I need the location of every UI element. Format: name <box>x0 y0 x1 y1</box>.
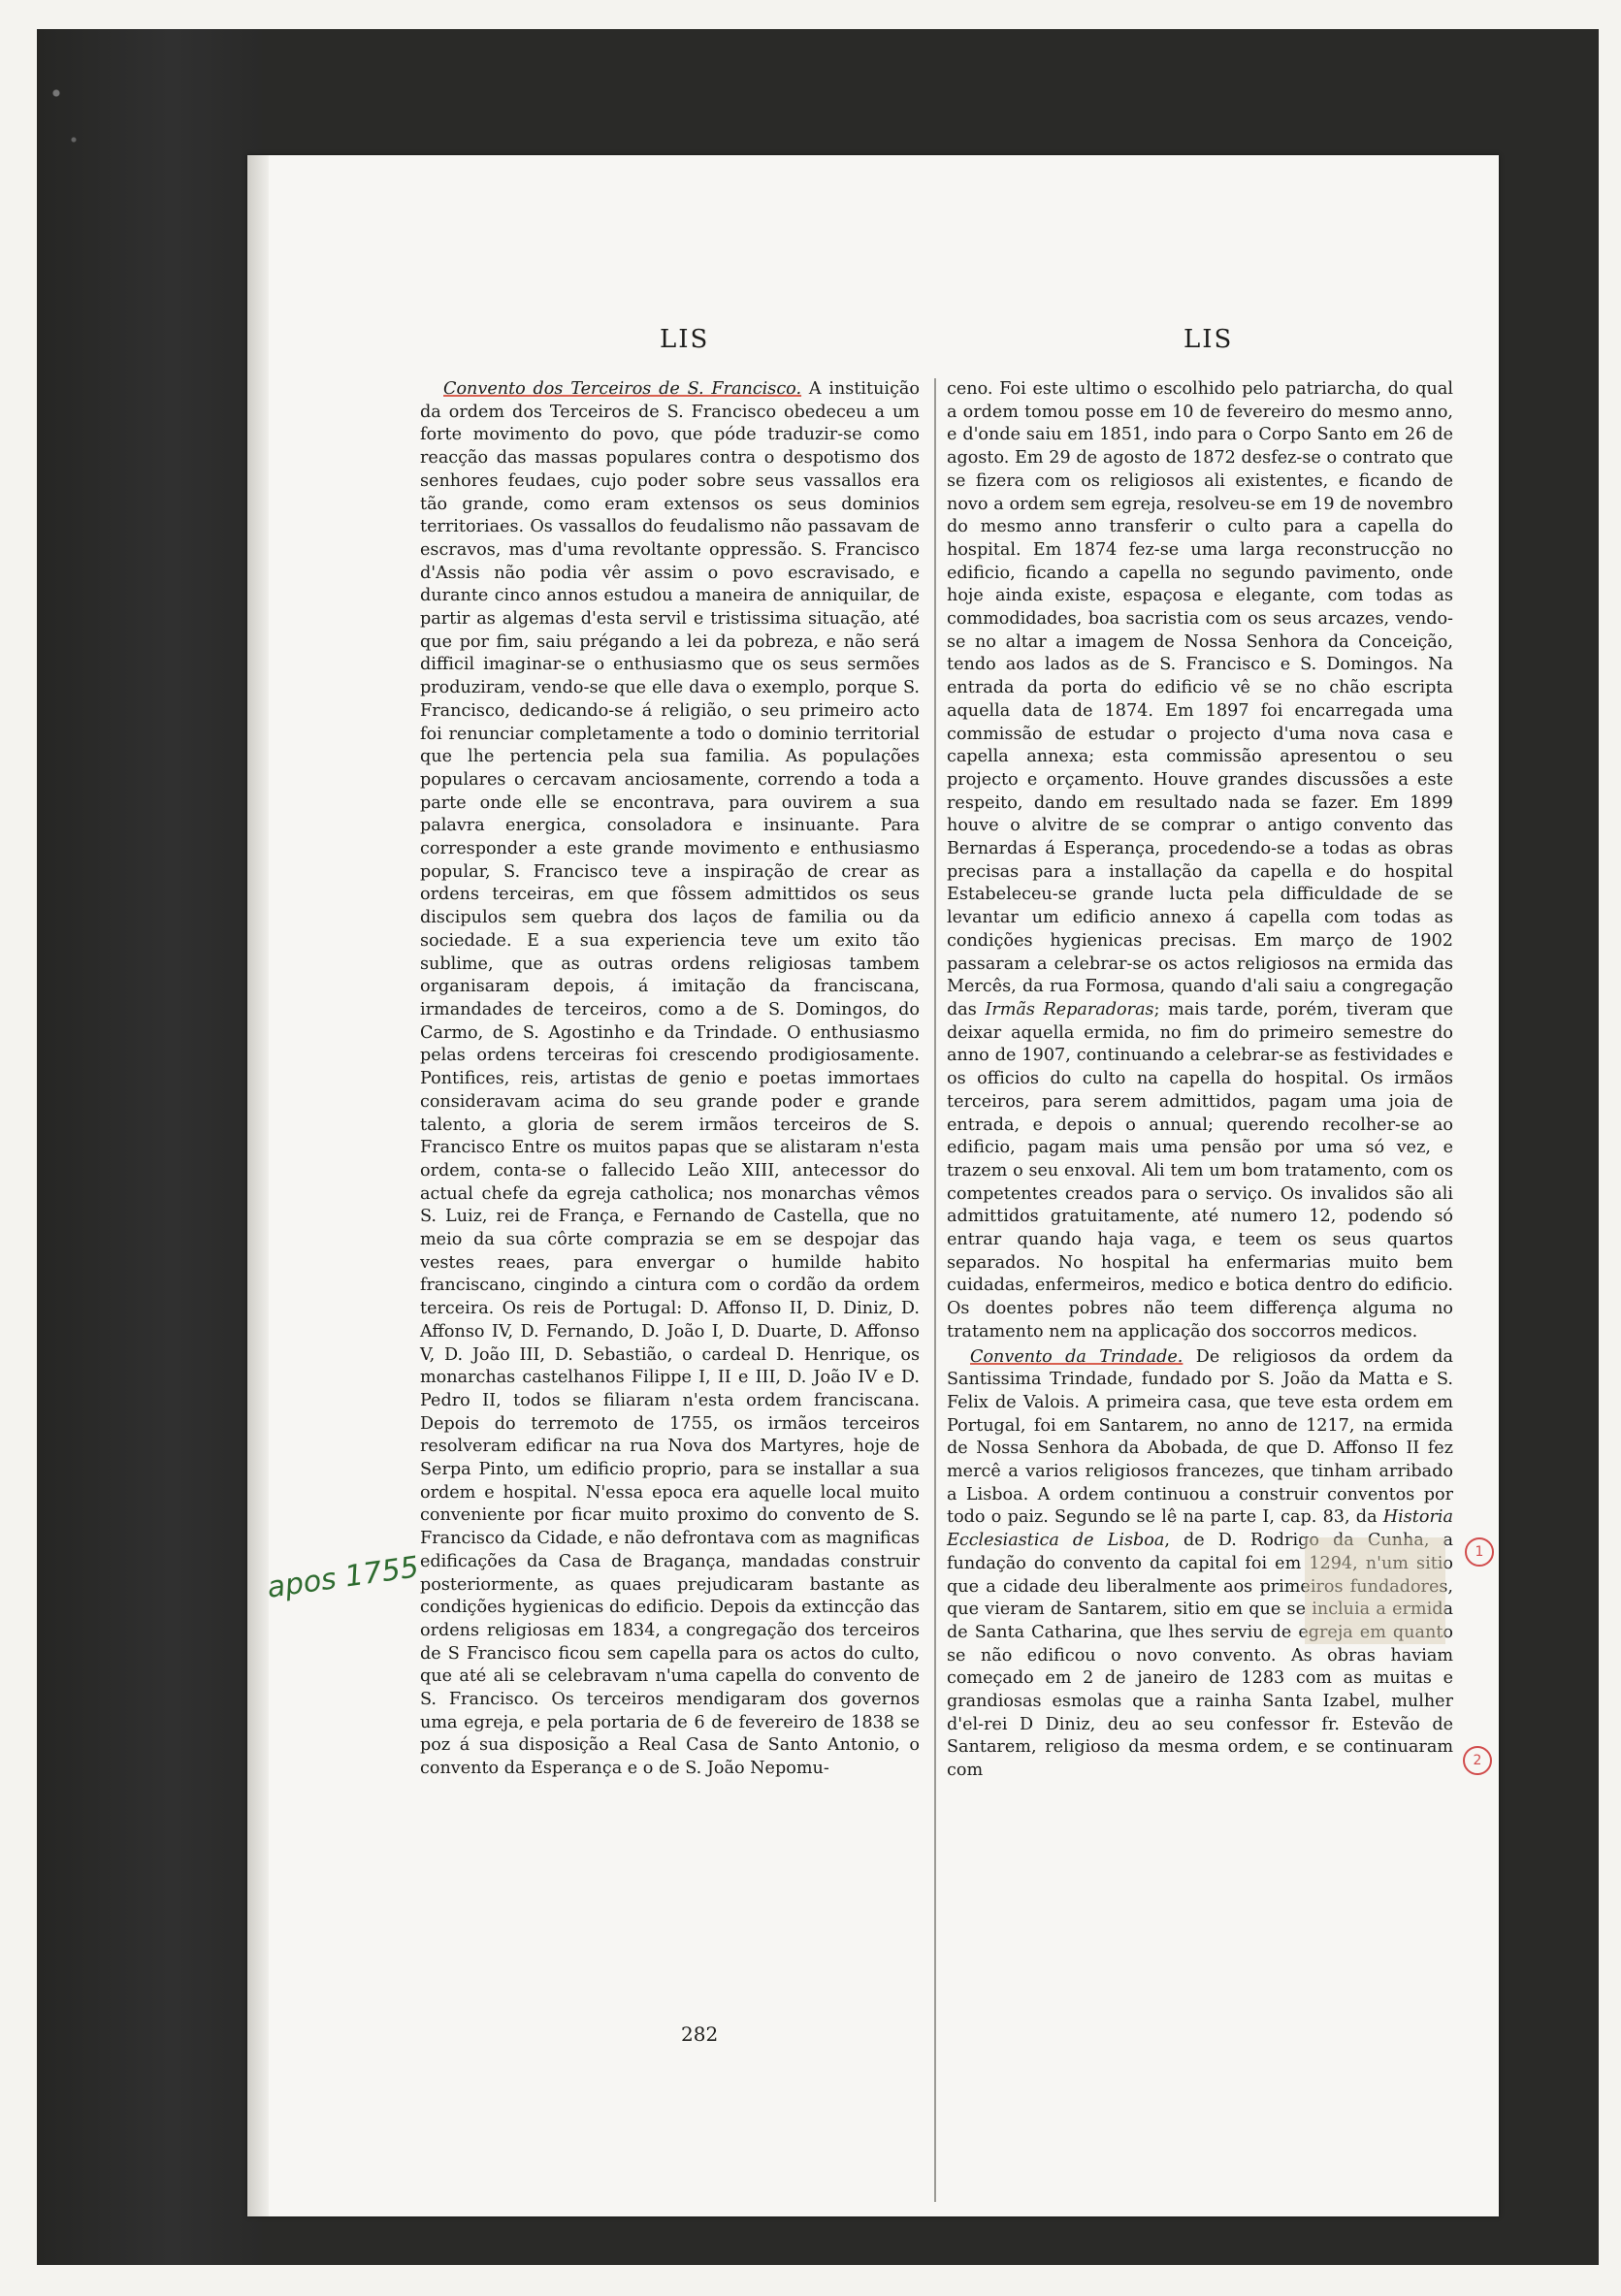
italic-irmas-reparadoras: Irmãs Reparadoras <box>985 999 1154 1019</box>
left-text-column <box>420 378 920 1781</box>
trindade-body-b: , de D. Rodrigo da Cunha, a fundação do convento da capital foi em 1294, n'um sitio que a cidade deu liberalmente aos primeiros fundadores, que vieram de Santarem, sitio em que se incluia a ermida de Santa Catharina, que lhes serviu de egreja em quanto se não edificou o novo convento. As obras haviam começado em 2 de janeiro de 1283 com as muitas e grandiosas esmolas que a rainha Santa Izabel, mulher d'el-rei D Diniz, deu ao seu confessor fr. Estevão de Santarem, religioso da mesma ordem, e se continuaram com <box>947 1531 1453 1781</box>
section-title-trindade: Convento da Trindade. <box>970 1346 1183 1367</box>
column-gutter-rule <box>934 378 936 2202</box>
page-number: 282 <box>681 2022 719 2046</box>
circled-marker-2: 2 <box>1463 1746 1492 1775</box>
left-paragraph <box>420 378 920 1781</box>
italic-historia-ecclesiastica: Historia Ecclesiastica de Lisboa <box>947 1507 1453 1551</box>
page-binding-edge <box>247 155 269 2216</box>
right-paragraph-continuation <box>947 378 1453 1344</box>
circled-marker-1: 1 <box>1465 1537 1494 1567</box>
trindade-body-a: De religiosos da ordem da Santissima Trindade, fundado por S. João da Matta e S. Felix de Valois. A primeira casa, que teve esta ordem em Portugal, foi em Santarem, no anno de 1217, na ermida de Nossa Senhora da Abobada, de que D. Affonso II fez mercê a varios religiosos francezes, que tinham arribado a Lisboa. A ordem continuou a construir conventos por todo o paiz. Segundo se lê na parte I, cap. 83, da <box>947 1346 1453 1528</box>
running-header-left: LIS <box>660 325 710 354</box>
left-paragraph-body: A instituição da ordem dos Terceiros de S. Francisco obedeceu a um forte movimento do povo, que póde traduzir-se como reacção das massas populares contra o despotismo dos senhores feudaes, cujo poder sobre seus vassallos era tão grande, como eram extensos os seus dominios territoriaes. Os vassallos do feudalismo não passavam de escravos, mas d'uma revoltante oppressão. S. Francisco d'Assis não podia vêr assim o povo escravisado, e durante cinco annos estudou a maneira de anniquilar, de partir as algemas d'esta servil e tristissima situação, até que por fim, saiu prégando a lei da pobreza, e não será difficil imaginar-se o enthusiasmo que os seus sermões produziram, vendo-se que elle dava o exemplo, porque S. Francisco, dedicando-se á religião, o seu primeiro acto foi renunciar completamente a todo o dominio territorial que lhe pertencia pela sua familia. As populações populares o cercavam anciosamente, correndo a toda a parte onde elle se encontrava, para ouvirem a sua palavra energica, consoladora e insinuante. Para corresponder a este grande movimento e enthusiasmo popular, S. Francisco teve a inspiração de crear as ordens terceiras, em que fôssem admittidos os seus discipulos sem quebra dos laços de familia ou da sociedade. E a sua experiencia teve um exito tão sublime, que as outras ordens religiosas tambem organisaram depois, á imitação da franciscana, irmandades de terceiros, como a de S. Domingos, do Carmo, de S. Agostinho e da Trindade. O enthusiasmo pelas ordens terceiras foi crescendo prodigiosamente. Pontifices, reis, artistas de genio e poetas immortaes consideravam acima do seu grande poder e grande talento, a gloria de serem irmãos terceiros de S. Francisco Entre os muitos papas que se alistaram n'esta ordem, conta-se o fallecido Leão XIII, antecessor do actual chefe da egreja catholica; nos monarchas vêmos S. Luiz, rei de França, e Fernando de Castella, que no meio da sua côrte comprazia se em se despojar das vestes reaes, para envergar o humilde habito franciscano, cingindo a cintura com o cordão da ordem terceira. Os reis de Portugal: D. Affonso II, D. Diniz, D. Affonso IV, D. Fernando, D. João I, D. Duarte, D. Affonso V, D. João III, D. Sebastião, o cardeal D. Henrique, os monarchas castelhanos Filippe I, II e III, D. João IV e D. Pedro II, todos se filiaram n'esta ordem franciscana. Depois do terremoto de 1755, os irmãos terceiros resolveram edificar na rua Nova dos Martyres, hoje de Serpa Pinto, um edificio proprio, para se installar a sua ordem e hospital. N'essa epoca era aquelle local muito conveniente por ficar muito proximo do convento de S. Francisco da Cidade, e não defrontava com as magnificas edificações da Casa de Bragança, mandadas construir posteriormente, as quaes prejudicaram bastante as condições hygienicas do edificio. Depois da extincção das ordens religiosas em 1834, a congregação dos terceiros de S Francisco ficou sem capella para os actos do culto, que até ali se celebravam n'uma capella do convento de S. Francisco. Os terceiros mendigaram dos governos uma egreja, e pela portaria de 6 de fevereiro de 1838 se poz á sua disposição a Real Casa de Santo Antonio, o convento da Esperança e o de S. João Nepomu- <box>420 379 920 1779</box>
handwritten-annotation: apos 1755 <box>265 1550 421 1605</box>
right-paragraph-body-end: ; mais tarde, porém, tiveram que deixar aquella ermida, no fim do primeiro semestre do anno de 1907, continuando a celebrar-se as festividades e os officios do culto na capella do hospital. Os irmãos terceiros, para serem admittidos, pagam uma joia de entrada, e depois o annual; querendo recolher-se ao edificio, pagam mais uma pensão por uma só vez, e trazem o seu enxoval. Ali tem um bom tratamento, com os competentes creados para o serviço. Os invalidos são ali admittidos gratuitamente, até numero 12, podendo só entrar quando haja vaga, e teem os seus quartos separados. No hospital ha enfermarias muito bem cuidadas, enfermeiros, medico e botica dentro do edificio. Os doentes pobres não teem differença alguma no tratamento nem na applicação dos soccorros medicos. <box>947 999 1454 1342</box>
running-header-right: LIS <box>1183 325 1234 354</box>
punch-hole-marks <box>39 58 97 175</box>
tape-patch <box>1305 1537 1445 1644</box>
section-title-terceiros: Convento dos Terceiros de S. Francisco. <box>443 379 802 399</box>
right-paragraph-body: ceno. Foi este ultimo o escolhido pelo patriarcha, do qual a ordem tomou posse em 10 de fevereiro do mesmo anno, e d'onde saiu em 1851, indo para o Corpo Santo em 26 de agosto. Em 29 de agosto de 1872 desfez-se o contrato que se fizera com os religiosos ali existentes, e ficando de novo a ordem sem egreja, resolveu-se em 19 de novembro do mesmo anno transferir o culto para a capella do hospital. Em 1874 fez-se uma larga reconstrucção no edificio, ficando a capella no segundo pavimento, onde hoje ainda existe, espaçosa e elegante, com todas as commodidades, boa sacristia com os seus arcazes, vendo-se no altar a imagem de Nossa Senhora da Conceição, tendo aos lados as de S. Francisco e S. Domingos. Na entrada da porta do edificio vê se no chão escripta aquella data de 1874. Em 1897 foi encarregada uma commissão de estudar o projecto d'uma nova casa e capella annexa; esta commissão apresentou o seu projecto e orçamento. Houve grandes discussões a este respeito, dando em resultado nada se fazer. Em 1899 houve o alvitre de se comprar o antigo convento das Bernardas á Esperança, procedendo-se a todas as obras precisas para a installação da capella e do hospital Estabeleceu-se grande lucta pela difficuldade de se levantar um edificio annexo á capella com todas as condições hygienicas precisas. Em março de 1902 passaram a celebrar-se os actos religiosos na ermida das Mercês, da rua Formosa, quando d'ali saiu a congregação das <box>947 379 1453 1019</box>
dark-left-margin <box>37 29 262 2265</box>
